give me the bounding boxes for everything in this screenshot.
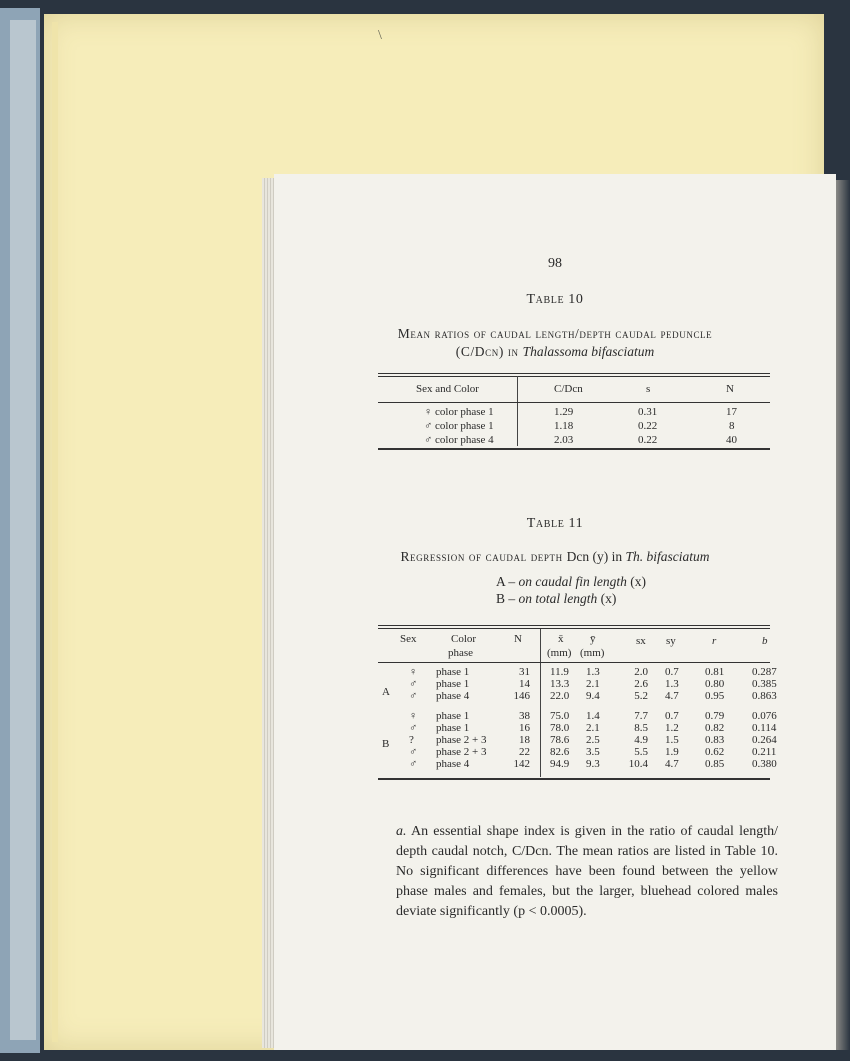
t11-phase: phase 1 xyxy=(436,666,470,678)
t11-sex: ♀ xyxy=(409,710,418,722)
t11-sy: 0.7 xyxy=(665,666,679,678)
table10-title: Table 10 xyxy=(526,292,584,307)
table11-col-mm-x: (mm) xyxy=(547,647,572,659)
t11-n: 146 xyxy=(513,690,530,702)
table11-bottom-rule xyxy=(378,778,770,780)
table10-row-s: 0.22 xyxy=(638,434,658,446)
table11-caption xyxy=(274,548,836,566)
t11-b: 0.114 xyxy=(752,722,777,734)
table10-col-s: s xyxy=(646,383,651,395)
t11-r: 0.79 xyxy=(705,710,725,722)
t11-sex: ? xyxy=(409,734,414,746)
t11-r: 0.81 xyxy=(705,666,725,678)
table11-col-phase: phase xyxy=(448,647,474,659)
table11-sub-b-prefix: B – xyxy=(496,591,519,606)
table10-caption-prefix: (C/Dcn) in xyxy=(455,344,523,359)
t11-phase: phase 4 xyxy=(436,690,470,702)
t11-xbar: 22.0 xyxy=(550,690,570,702)
t11-ybar: 1.4 xyxy=(586,710,600,722)
t11-sy: 1.9 xyxy=(665,746,679,758)
table10-caption-line1: Mean ratios of caudal length/depth caudal peduncle xyxy=(397,326,713,341)
document-page xyxy=(274,174,836,1050)
table11-sub-b-text: on total length xyxy=(518,591,598,606)
t11-b: 0.264 xyxy=(752,734,777,746)
t11-ybar: 3.5 xyxy=(586,746,600,758)
t11-sx: 2.6 xyxy=(634,678,648,690)
t11-sx: 2.0 xyxy=(634,666,648,678)
t11-phase: phase 1 xyxy=(436,710,470,722)
table11-sub-a-suffix: (x) xyxy=(626,574,647,589)
table11-col-b: b xyxy=(762,635,768,647)
table10-row-cdcn: 1.29 xyxy=(554,406,574,418)
t11-phase: phase 2 + 3 xyxy=(436,734,487,746)
t11-sx: 10.4 xyxy=(628,758,648,770)
t11-r: 0.95 xyxy=(705,690,725,702)
t11-ybar: 9.3 xyxy=(586,758,600,770)
table10-row-label: ♂ color phase 4 xyxy=(424,434,494,446)
t11-sex: ♂ xyxy=(409,678,418,690)
book-spine xyxy=(10,20,36,1040)
t11-ybar: 2.1 xyxy=(586,678,600,690)
t11-sx: 5.5 xyxy=(634,746,648,758)
t11-n: 16 xyxy=(519,722,530,734)
t11-b: 0.380 xyxy=(752,758,777,770)
table11-col-sx: sx xyxy=(636,635,646,647)
t11-r: 0.85 xyxy=(705,758,725,770)
t11-n: 14 xyxy=(519,678,530,690)
t11-sex: ♂ xyxy=(409,722,418,734)
t11-xbar: 13.3 xyxy=(550,678,570,690)
table11-sub-b-suffix: (x) xyxy=(597,591,617,606)
t11-r: 0.80 xyxy=(705,678,725,690)
table11-col-sex: Sex xyxy=(400,633,417,645)
t11-sx: 4.9 xyxy=(634,734,648,746)
t11-b: 0.211 xyxy=(752,746,777,758)
t11-sx: 7.7 xyxy=(634,710,648,722)
t11-b: 0.287 xyxy=(752,666,777,678)
t11-sex: ♂ xyxy=(409,746,418,758)
t11-sy: 1.3 xyxy=(665,678,679,690)
table11-group-b: B xyxy=(382,738,390,750)
pencil-mark: \ xyxy=(378,28,382,43)
table11-sub-a-prefix: A – xyxy=(496,574,519,589)
table10-header-rule xyxy=(378,402,770,403)
table10-top-rule xyxy=(378,373,770,374)
table11-header-rule xyxy=(378,662,770,663)
t11-sy: 4.7 xyxy=(665,690,679,702)
table11-sub-a xyxy=(496,573,646,591)
table11-caption-species: Th. bifasciatum xyxy=(625,549,710,564)
t11-sex: ♂ xyxy=(409,758,418,770)
t11-xbar: 94.9 xyxy=(550,758,570,770)
table11-sub-b xyxy=(496,590,616,608)
table10-caption-species: Thalassoma bifasciatum xyxy=(522,344,655,359)
table10-col-sex: Sex and Color xyxy=(416,383,479,395)
t11-xbar: 78.0 xyxy=(550,722,570,734)
table11-col-sy: sy xyxy=(666,635,676,647)
table11-title: Table 11 xyxy=(526,516,584,531)
t11-b: 0.076 xyxy=(752,710,777,722)
t11-xbar: 78.6 xyxy=(550,734,570,746)
t11-r: 0.83 xyxy=(705,734,725,746)
t11-sy: 1.5 xyxy=(665,734,679,746)
t11-xbar: 11.9 xyxy=(550,666,569,678)
table10-caption xyxy=(274,325,836,361)
t11-r: 0.82 xyxy=(705,722,725,734)
t11-phase: phase 1 xyxy=(436,678,470,690)
t11-sex: ♀ xyxy=(409,666,418,678)
back-page-edge xyxy=(52,22,58,1042)
paragraph-text: An essential shape index is given in the ratio of caudal length/ depth caudal notch, C/Dcn. The mean ratios are listed in Table 10. No significant differences have been found between the yellow phase males and females, but the larger, bluehead colored males deviate significantly (p < 0.0005). xyxy=(396,824,778,919)
table11-top-rule-2 xyxy=(378,628,770,629)
table10-divider xyxy=(517,376,518,446)
body-paragraph xyxy=(396,822,778,922)
t11-ybar: 2.1 xyxy=(586,722,600,734)
table10-row-cdcn: 2.03 xyxy=(554,434,574,446)
t11-phase: phase 4 xyxy=(436,758,470,770)
t11-xbar: 82.6 xyxy=(550,746,570,758)
t11-sex: ♂ xyxy=(409,690,418,702)
t11-b: 0.385 xyxy=(752,678,777,690)
t11-n: 142 xyxy=(513,758,530,770)
table11-caption-middle: Dcn (y) in xyxy=(566,549,626,564)
table10-col-cdcn: C/Dcn xyxy=(554,383,583,395)
t11-xbar: 75.0 xyxy=(550,710,570,722)
table10-bottom-rule xyxy=(378,448,770,450)
t11-phase: phase 1 xyxy=(436,722,470,734)
table11-col-n: N xyxy=(514,633,522,645)
t11-n: 18 xyxy=(519,734,530,746)
t11-sy: 1.2 xyxy=(665,722,679,734)
table10-row-s: 0.22 xyxy=(638,420,658,432)
t11-n: 31 xyxy=(519,666,530,678)
page-shadow xyxy=(836,180,850,1050)
t11-n: 22 xyxy=(519,746,530,758)
t11-sy: 4.7 xyxy=(665,758,679,770)
table11-caption-prefix: Regression of caudal depth xyxy=(400,549,567,564)
t11-ybar: 2.5 xyxy=(586,734,600,746)
table11-col-mm-y: (mm) xyxy=(580,647,605,659)
table10-row-n: 40 xyxy=(726,434,737,446)
table10-row-n: 8 xyxy=(729,420,735,432)
t11-phase: phase 2 + 3 xyxy=(436,746,487,758)
t11-b: 0.863 xyxy=(752,690,777,702)
table11-col-r: r xyxy=(712,635,717,647)
t11-ybar: 1.3 xyxy=(586,666,600,678)
table11-col-ybar: ȳ xyxy=(590,633,596,645)
t11-sx: 8.5 xyxy=(634,722,648,734)
t11-n: 38 xyxy=(519,710,530,722)
table11-sub-a-text: on caudal fin length xyxy=(518,574,627,589)
table11-col-color: Color xyxy=(451,633,477,645)
table10-row-label: ♂ color phase 1 xyxy=(424,420,494,432)
table10-top-rule-2 xyxy=(378,376,770,377)
page-number: 98 xyxy=(548,256,562,271)
t11-sx: 5.2 xyxy=(634,690,648,702)
table11-top-rule xyxy=(378,625,770,626)
table11-group-a: A xyxy=(382,686,390,698)
table10-col-n: N xyxy=(726,383,734,395)
table10-row-cdcn: 1.18 xyxy=(554,420,574,432)
table10-row-label: ♀ color phase 1 xyxy=(424,406,494,418)
table11-divider xyxy=(540,629,541,777)
table11-col-xbar: x̄ xyxy=(558,633,564,645)
t11-r: 0.62 xyxy=(705,746,725,758)
paragraph-label: a. xyxy=(396,824,407,839)
table10-row-n: 17 xyxy=(726,406,737,418)
table10-row-s: 0.31 xyxy=(638,406,658,418)
t11-ybar: 9.4 xyxy=(586,690,600,702)
t11-sy: 0.7 xyxy=(665,710,679,722)
